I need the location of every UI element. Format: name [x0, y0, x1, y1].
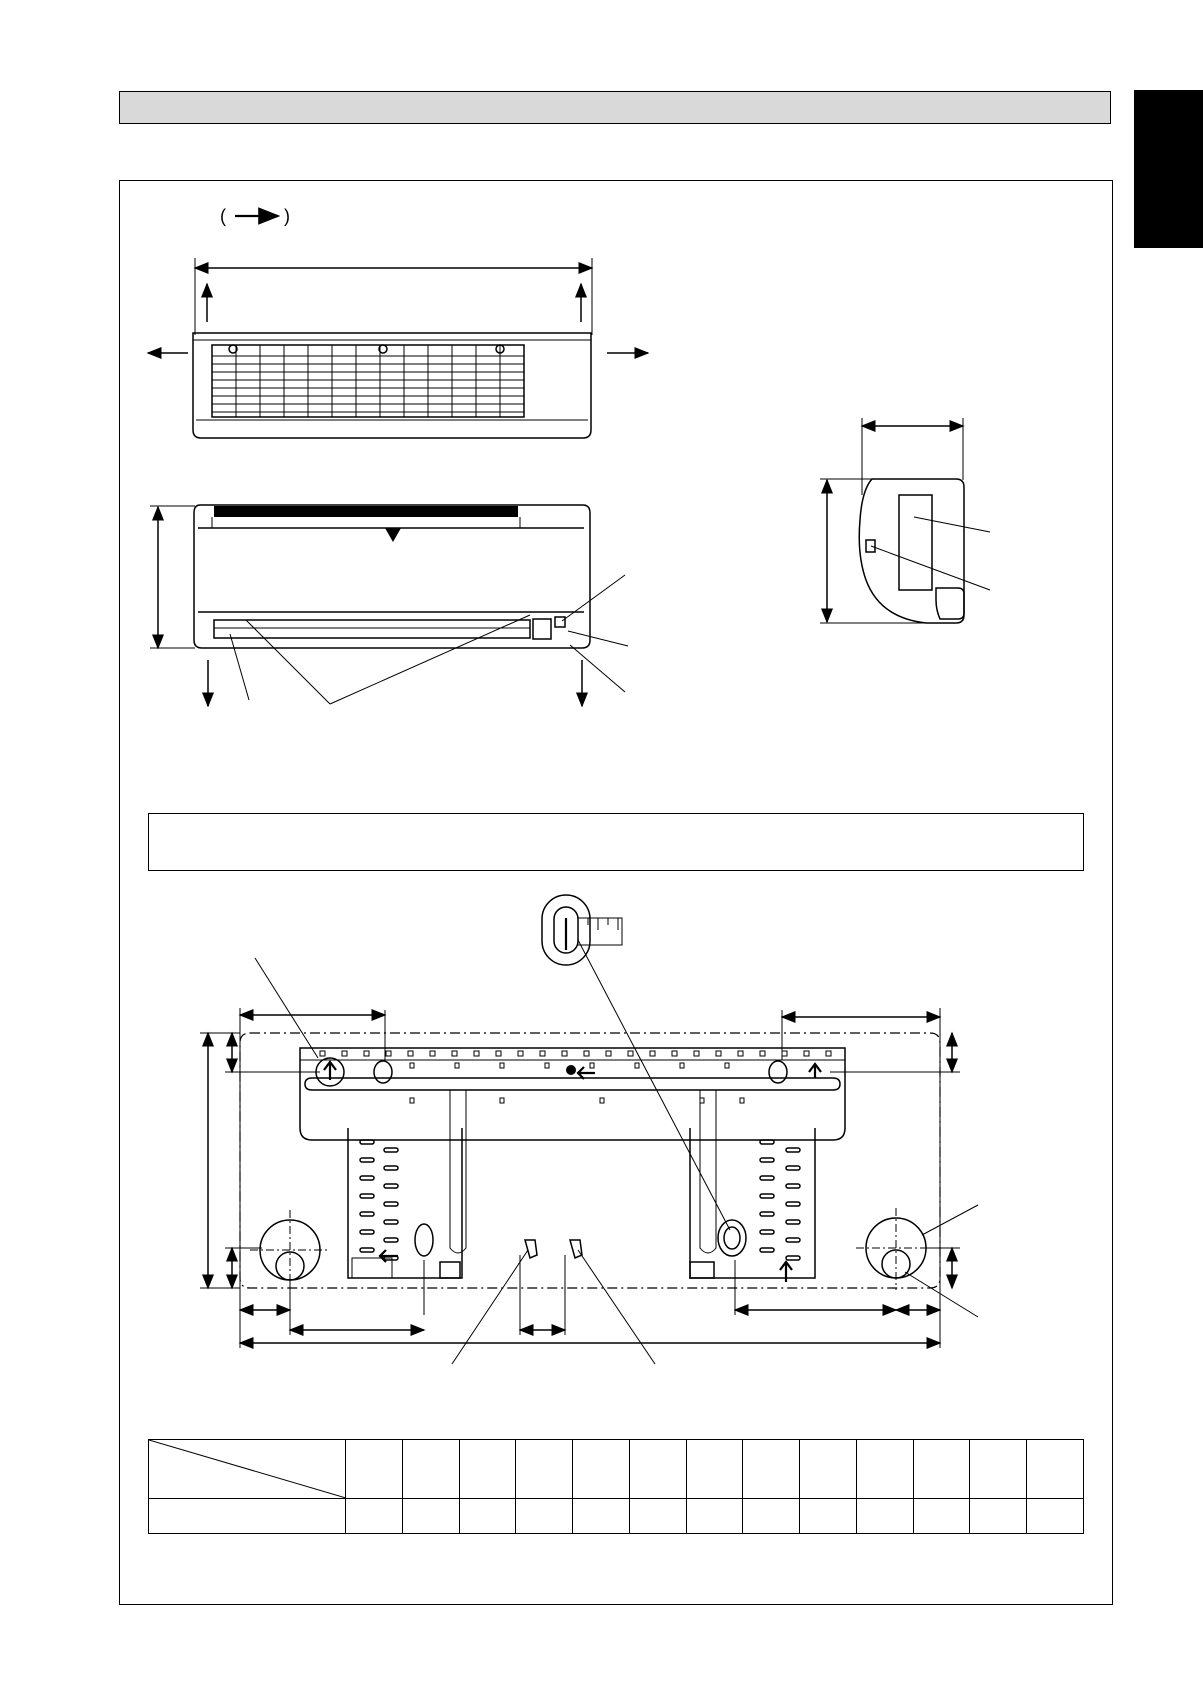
display-window — [533, 619, 551, 639]
spec-value-row — [149, 1498, 1084, 1533]
mounting-plate-left-leg — [348, 1128, 462, 1278]
svg-text:): ) — [284, 206, 290, 226]
spec-value-cell — [743, 1498, 800, 1533]
spec-value-cell — [970, 1498, 1027, 1533]
spec-header-cell — [346, 1440, 403, 1499]
spec-header-cell — [402, 1440, 459, 1499]
spec-value-cell — [913, 1498, 970, 1533]
spec-header-row — [149, 1440, 1084, 1499]
spec-row-label — [149, 1498, 346, 1533]
spec-header-cell — [629, 1440, 686, 1499]
spec-value-cell — [346, 1498, 403, 1533]
spec-header-cell — [459, 1440, 516, 1499]
spec-value-cell — [402, 1498, 459, 1533]
top-view-body — [193, 333, 591, 438]
leader-line — [570, 645, 625, 692]
leader-line — [871, 546, 990, 590]
spec-header-cell — [516, 1440, 573, 1499]
spec-header-cell — [743, 1440, 800, 1499]
spec-value-cell — [573, 1498, 630, 1533]
leader-line — [230, 634, 249, 700]
spec-header-cell — [686, 1440, 743, 1499]
top-intake-slots — [214, 506, 518, 517]
unit-outline — [240, 1033, 940, 1288]
spec-header-cell — [970, 1440, 1027, 1499]
leader-line — [246, 620, 330, 704]
svg-text:(: ( — [220, 206, 226, 226]
spec-value-cell — [686, 1498, 743, 1533]
leader-line — [914, 517, 990, 532]
spec-value-cell — [1027, 1498, 1084, 1533]
installation-plate — [200, 895, 978, 1364]
spec-value-cell — [800, 1498, 857, 1533]
airflow-legend — [220, 206, 290, 226]
spec-value-cell — [516, 1498, 573, 1533]
top-view — [148, 258, 648, 438]
spec-header-cell — [856, 1440, 913, 1499]
diagonal-line — [149, 1440, 346, 1498]
spec-header-cell — [800, 1440, 857, 1499]
receiver-window — [555, 617, 565, 627]
front-view — [150, 505, 628, 706]
spec-value-cell — [629, 1498, 686, 1533]
leader-line — [568, 631, 628, 646]
diagonal-header-cell — [149, 1440, 346, 1499]
side-view — [820, 418, 990, 623]
spec-header-cell — [913, 1440, 970, 1499]
spec-header-cell — [573, 1440, 630, 1499]
spec-table — [148, 1439, 1084, 1534]
spec-value-cell — [459, 1498, 516, 1533]
spec-value-cell — [856, 1498, 913, 1533]
spec-header-cell — [1027, 1440, 1084, 1499]
side-panel-window — [899, 495, 932, 590]
leader-line — [562, 575, 625, 621]
